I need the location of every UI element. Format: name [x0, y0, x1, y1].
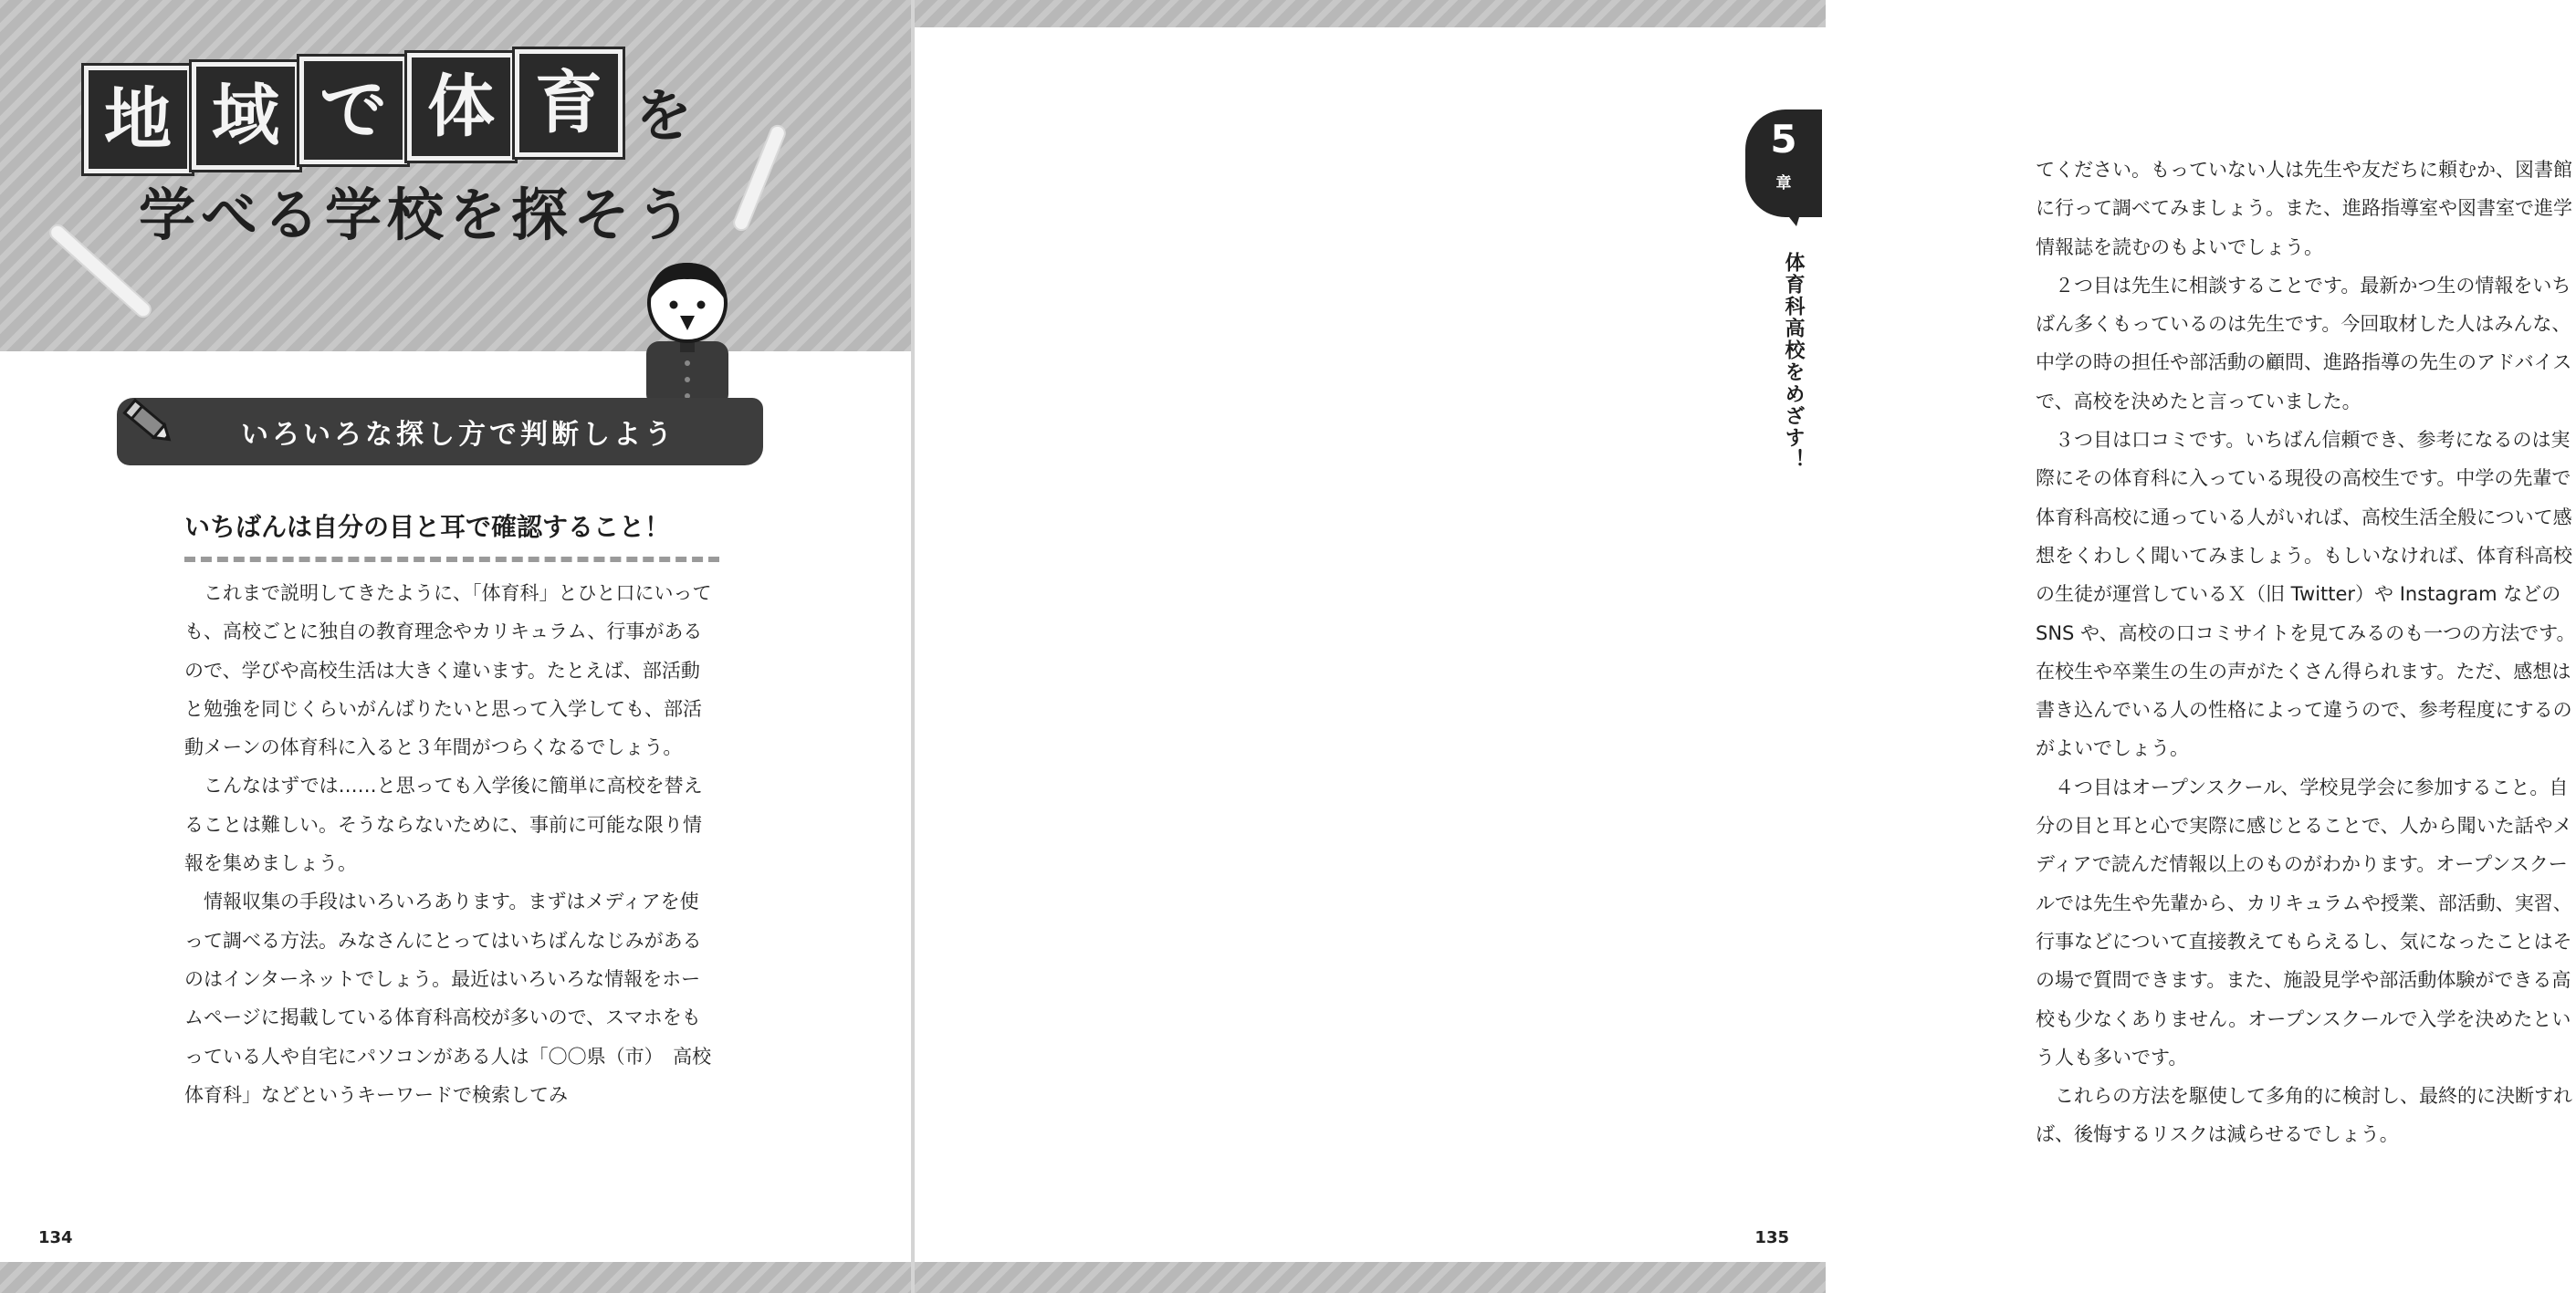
paragraph: ２つ目は先生に相談することです。最新かつ生の情報をいちばん多くもっているのは先生です。今回取材した人はみんな、中学の時の担任や部活動の顧問、進路指導の先生のアドバイスで、高校を決めたと言っていました。 [2036, 274, 2572, 412]
page-number-left: 134 [38, 1228, 73, 1247]
left-body-text [184, 574, 731, 1114]
paragraph: これらの方法を駆使して多角的に検討し、最終的に決断すれば、後悔するリスクは減らせるでしょう。 [2036, 1085, 2572, 1146]
page-number-right: 135 [1754, 1228, 1789, 1247]
paragraph: ４つ目はオープンスクール、学校見学会に参加すること。自分の目と耳と心で実際に感じとることで、人から聞いた話やメディアで読んだ情報以上のものがわかります。オープンスクールでは先生や先輩から、カリキュラムや授業、部活動、実習、行事などについて直接教えてもらえるし、気になったことはその場で質問できます。また、施設見学や部活動体験ができる高校も少なくありません。オープンスクールで入学を決めたという人も多いです。 [2036, 776, 2572, 1069]
title-trailing-char: を [635, 82, 693, 149]
pencil-icon [119, 392, 179, 453]
footer-band-left [0, 1262, 911, 1293]
title-char-box-1: 地 [84, 66, 192, 173]
subheading: いちばんは自分の目と耳で確認すること！ [184, 507, 719, 562]
right-page [915, 0, 2576, 1293]
chapter-tab-tail [1782, 208, 1802, 226]
chapter-label: 章 [1775, 174, 1792, 193]
title-char-box-3: で [299, 57, 407, 164]
paragraph: 情報収集の手段はいろいろあります。まずはメディアを使って調べる方法。みなさんにとってはいちばんなじみがあるのはインターネットでしょう。最近はいろいろな情報をホームページに掲載している体育科高校が多いので、スマホをもっている人や自宅にパソコンがある人は「〇〇県（市） 高校 体育科」などというキーワードで検索してみ [184, 891, 731, 1106]
right-body-text [2036, 151, 2576, 1154]
paragraph: これまで説明してきたように、「体育科」とひと口にいっても、高校ごとに独自の教育理念やカリキュラム、行事があるので、学びや高校生活は大きく違います。たとえば、部活動と勉強を同じくらいがんばりたいと思って入学しても、部活動メーンの体育科に入ると３年間がつらくなるでしょう。 [184, 582, 712, 759]
chapter-title: 体育科高校をめざす！ [1782, 252, 1805, 471]
left-page [0, 0, 911, 1293]
chapter-number: 5 [1770, 117, 1797, 162]
student-illustration [628, 252, 747, 407]
chapter-tab [1745, 109, 1822, 217]
section-banner-text: いろいろな探し方で判断しよう [241, 419, 675, 451]
paragraph: てください。もっていない人は先生や友だちに頼むか、図書館に行って調べてみましょう。また、進路指導室や図書室で進学情報誌を読むのもよいでしょう。 [2036, 159, 2572, 258]
section-banner [117, 398, 763, 465]
title-char-box-4: 体 [407, 53, 515, 161]
title-char-box-5: 育 [515, 49, 623, 157]
footer-band-right [915, 1262, 1826, 1293]
paragraph: こんなはずでは……と思っても入学後に簡単に高校を替えることは難しい。そうならないために、事前に可能な限り情報を集めましょう。 [184, 775, 703, 875]
paragraph: ３つ目は口コミです。いちばん信頼でき、参考になるのは実際にその体育科に入っている現役の高校生です。中学の先輩で体育科高校に通っている人がいれば、高校生活全般について感想をくわしく聞いてみましょう。もしいなければ、体育科高校の生徒が運営しているＸ（旧 Twitter）や Instagram などの SNS や、高校の口コミサイトを見てみるのも一つの方法です。在校生や卒業生の生の声がたくさん得られます。ただ、感想は書き込んでいる人の性格によって違うので、参考程度にするのがよいでしょう。 [2036, 429, 2576, 760]
title-line-2: 学べる学校を探そう [139, 182, 698, 248]
title-char-box-2: 域 [192, 62, 299, 170]
top-band-right [915, 0, 1826, 27]
